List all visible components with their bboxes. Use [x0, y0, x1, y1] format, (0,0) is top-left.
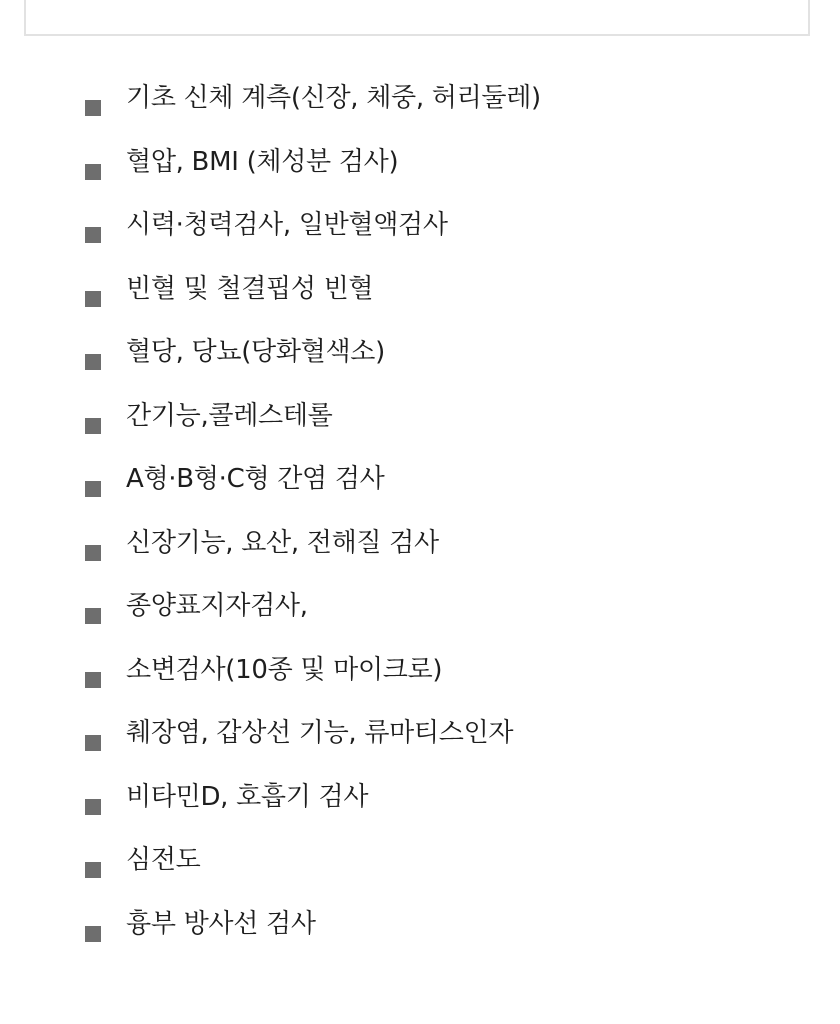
square-bullet-icon [85, 545, 101, 561]
list-item [0, 384, 840, 448]
list-item [0, 447, 840, 511]
list-item-label: 췌장염, 갑상선 기능, 류마티스인자 [126, 718, 514, 748]
square-bullet-icon [85, 862, 101, 878]
list-item [0, 257, 840, 321]
square-bullet-icon [85, 608, 101, 624]
list-item-label: 혈당, 당뇨(당화혈색소) [126, 337, 385, 367]
list-item [0, 574, 840, 638]
list-item [0, 320, 840, 384]
list-item [0, 511, 840, 575]
square-bullet-icon [85, 100, 101, 116]
square-bullet-icon [85, 227, 101, 243]
list-item-label: 빈혈 및 철결핍성 빈혈 [126, 273, 374, 304]
list-item-label: 심전도 [126, 845, 201, 875]
list-item-label: 흉부 방사선 검사 [126, 908, 316, 939]
list-item [0, 701, 840, 765]
square-bullet-icon [85, 164, 101, 180]
square-bullet-icon [85, 418, 101, 434]
square-bullet-icon [85, 799, 101, 815]
list-item-label: 소변검사(10종 및 마이크로) [126, 654, 443, 685]
list-item [0, 828, 840, 892]
square-bullet-icon [85, 354, 101, 370]
list-item-label: 비타민D, 호흡기 검사 [126, 781, 369, 812]
square-bullet-icon [85, 926, 101, 942]
square-bullet-icon [85, 735, 101, 751]
list-item-label: 신장기능, 요산, 전해질 검사 [126, 527, 439, 558]
list-item [0, 193, 840, 257]
square-bullet-icon [85, 291, 101, 307]
list-item-label: 혈압, BMI (체성분 검사) [126, 146, 399, 177]
list-item [0, 66, 840, 130]
list-item [0, 765, 840, 829]
list-item-label: 종양표지자검사, [126, 591, 308, 621]
top-content-box [24, 0, 810, 36]
square-bullet-icon [85, 672, 101, 688]
list-item [0, 130, 840, 194]
list-item-label: A형·B형·C형 간염 검사 [126, 464, 385, 494]
list-item-label: 간기능,콜레스테롤 [126, 400, 333, 431]
exam-items-list [0, 66, 840, 955]
list-item [0, 892, 840, 956]
list-item [0, 638, 840, 702]
square-bullet-icon [85, 481, 101, 497]
list-item-label: 기초 신체 계측(신장, 체중, 허리둘레) [126, 83, 541, 113]
list-item-label: 시력·청력검사, 일반혈액검사 [126, 210, 448, 240]
